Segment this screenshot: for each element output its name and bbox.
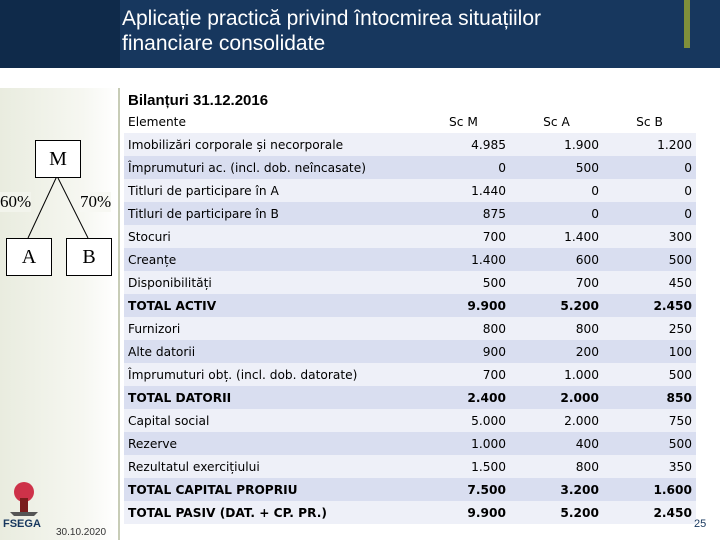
row-label: Rezultatul exercițiului (124, 455, 417, 478)
accent-bar (684, 0, 690, 48)
row-label: Titluri de participare în A (124, 179, 417, 202)
header-sc-a: Sc A (510, 110, 603, 133)
node-subsidiary-b: B (66, 238, 112, 276)
value-sc-b: 2.450 (603, 294, 696, 317)
row-label: Titluri de participare în B (124, 202, 417, 225)
footer-date: 30.10.2020 (56, 527, 107, 538)
header-sc-b: Sc B (603, 110, 696, 133)
row-label: TOTAL DATORII (124, 386, 417, 409)
row-label: TOTAL CAPITAL PROPRIU (124, 478, 417, 501)
row-label: TOTAL ACTIV (124, 294, 417, 317)
link-m-a (28, 176, 57, 238)
value-sc-m: 0 (417, 156, 510, 179)
value-sc-a: 5.200 (510, 294, 603, 317)
table-row (124, 133, 696, 156)
value-sc-a: 1.400 (510, 225, 603, 248)
value-sc-a: 1.000 (510, 363, 603, 386)
table-row (124, 156, 696, 179)
value-sc-a: 0 (510, 202, 603, 225)
table-row (124, 409, 696, 432)
table-row (124, 248, 696, 271)
table-row (124, 225, 696, 248)
logo-text: FSEGA (3, 518, 41, 530)
row-label: Împrumuturi obț. (incl. dob. datorate) (124, 363, 417, 386)
table-row (124, 317, 696, 340)
value-sc-a: 0 (510, 179, 603, 202)
value-sc-a: 500 (510, 156, 603, 179)
value-sc-b: 850 (603, 386, 696, 409)
table-row (124, 179, 696, 202)
row-label: Capital social (124, 409, 417, 432)
value-sc-a: 600 (510, 248, 603, 271)
row-label: Imobilizări corporale și necorporale (124, 133, 417, 156)
row-label: Stocuri (124, 225, 417, 248)
value-sc-a: 5.200 (510, 501, 603, 524)
value-sc-m: 1.400 (417, 248, 510, 271)
value-sc-b: 100 (603, 340, 696, 363)
pct-label-a: 60% (0, 192, 32, 211)
value-sc-a: 800 (510, 317, 603, 340)
value-sc-m: 800 (417, 317, 510, 340)
value-sc-a: 200 (510, 340, 603, 363)
row-label: Împrumuturi ac. (incl. dob. neîncasate) (124, 156, 417, 179)
value-sc-b: 500 (603, 432, 696, 455)
table-row (124, 340, 696, 363)
value-sc-b: 2.450 (603, 501, 696, 524)
row-label: Rezerve (124, 432, 417, 455)
value-sc-b: 250 (603, 317, 696, 340)
value-sc-m: 700 (417, 363, 510, 386)
value-sc-m: 5.000 (417, 409, 510, 432)
value-sc-a: 3.200 (510, 478, 603, 501)
value-sc-b: 500 (603, 363, 696, 386)
table-row (124, 202, 696, 225)
row-label: Alte datorii (124, 340, 417, 363)
value-sc-m: 700 (417, 225, 510, 248)
value-sc-b: 0 (603, 202, 696, 225)
value-sc-b: 300 (603, 225, 696, 248)
value-sc-m: 7.500 (417, 478, 510, 501)
pct-label-b: 70% (80, 192, 112, 211)
value-sc-m: 9.900 (417, 501, 510, 524)
page-number: 25 (694, 518, 707, 530)
table-row (124, 455, 696, 478)
value-sc-a: 1.900 (510, 133, 603, 156)
value-sc-m: 4.985 (417, 133, 510, 156)
value-sc-a: 2.000 (510, 386, 603, 409)
value-sc-a: 2.000 (510, 409, 603, 432)
value-sc-b: 0 (603, 156, 696, 179)
value-sc-a: 800 (510, 455, 603, 478)
title-line-1: Aplicație practică privind întocmirea situațiilor (122, 7, 542, 30)
value-sc-b: 0 (603, 179, 696, 202)
value-sc-m: 1.500 (417, 455, 510, 478)
value-sc-m: 2.400 (417, 386, 510, 409)
value-sc-m: 500 (417, 271, 510, 294)
table-row (124, 363, 696, 386)
value-sc-b: 1.600 (603, 478, 696, 501)
node-subsidiary-a: A (6, 238, 52, 276)
row-label: Furnizori (124, 317, 417, 340)
table-row (124, 432, 696, 455)
value-sc-m: 1.000 (417, 432, 510, 455)
row-label: Disponibilități (124, 271, 417, 294)
slide-title (122, 6, 682, 56)
table-row (124, 501, 696, 524)
table-row (124, 271, 696, 294)
table-row (124, 386, 696, 409)
value-sc-b: 450 (603, 271, 696, 294)
value-sc-m: 9.900 (417, 294, 510, 317)
value-sc-m: 1.440 (417, 179, 510, 202)
header-left-panel (0, 0, 120, 68)
value-sc-m: 900 (417, 340, 510, 363)
value-sc-a: 400 (510, 432, 603, 455)
table-header-row (124, 110, 696, 133)
value-sc-b: 500 (603, 248, 696, 271)
value-sc-m: 875 (417, 202, 510, 225)
row-label: TOTAL PASIV (DAT. + CP. PR.) (124, 501, 417, 524)
row-label: Creanțe (124, 248, 417, 271)
balance-sheet-table (124, 110, 696, 524)
header-elemente: Elemente (124, 110, 417, 133)
table-row (124, 478, 696, 501)
table-subtitle: Bilanțuri 31.12.2016 (128, 92, 269, 109)
title-line-2: financiare consolidate (122, 32, 326, 55)
value-sc-b: 350 (603, 455, 696, 478)
ownership-diagram (0, 130, 120, 280)
value-sc-a: 700 (510, 271, 603, 294)
value-sc-b: 1.200 (603, 133, 696, 156)
node-parent-m: M (35, 140, 81, 178)
header-sc-m: Sc M (417, 110, 510, 133)
value-sc-b: 750 (603, 409, 696, 432)
table-row (124, 294, 696, 317)
